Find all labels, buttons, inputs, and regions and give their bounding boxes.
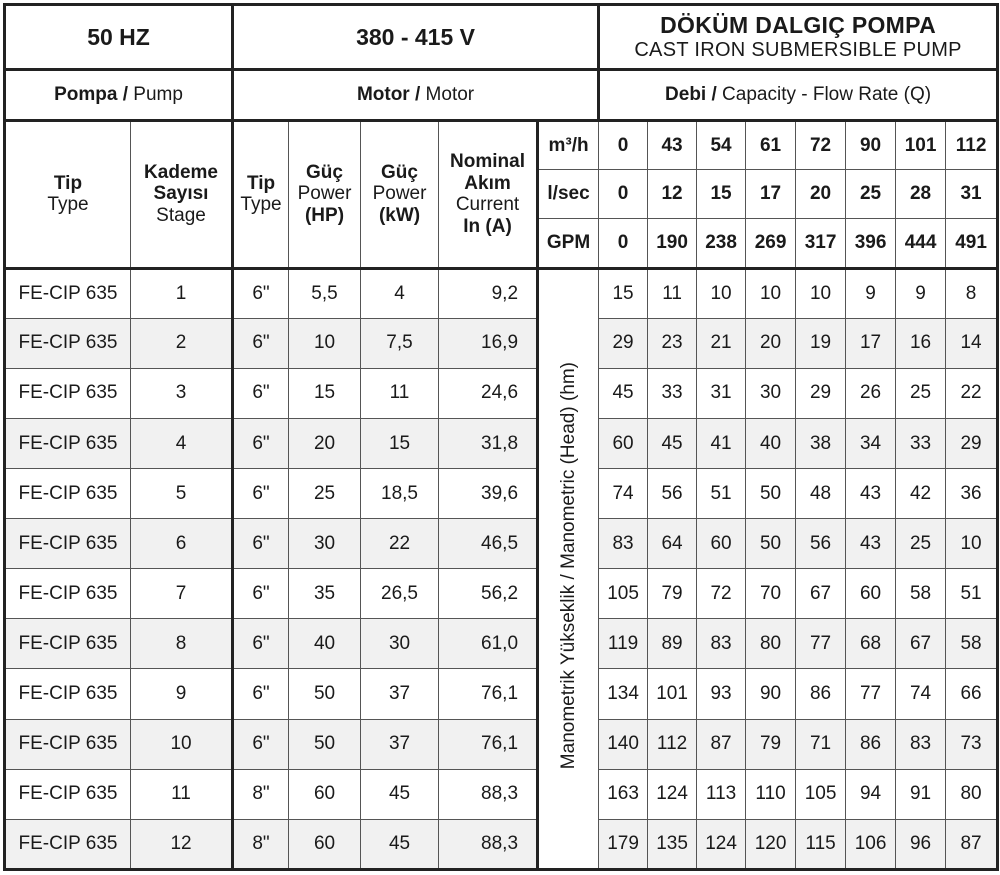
model-cell: FE-CIP 635 [5, 318, 131, 368]
flow-lsec-value: 31 [946, 170, 998, 219]
product-title-cell [599, 5, 998, 70]
hp-cell: 60 [289, 819, 361, 869]
frequency-label: 50 HZ [87, 23, 150, 50]
head-value-cell: 74 [896, 669, 946, 719]
head-value-cell: 93 [697, 669, 746, 719]
head-value-cell: 41 [697, 418, 746, 468]
head-value-cell: 17 [846, 318, 896, 368]
stage-cell: 7 [131, 569, 233, 619]
type-cell: 6" [233, 619, 289, 669]
kw-cell: 7,5 [361, 318, 439, 368]
stage-cell: 9 [131, 669, 233, 719]
hp-cell: 30 [289, 519, 361, 569]
col-type-tr: Tip [246, 172, 276, 194]
head-value-cell: 106 [846, 819, 896, 869]
hp-cell: 25 [289, 469, 361, 519]
product-title-en: CAST IRON SUBMERSIBLE PUMP [634, 38, 962, 61]
flow-label-gpm: GPM [538, 219, 599, 268]
flow-gpm-value: 396 [846, 219, 896, 268]
model-cell: FE-CIP 635 [5, 519, 131, 569]
head-value-cell: 71 [796, 719, 846, 769]
current-cell: 24,6 [439, 368, 538, 418]
head-value-cell: 56 [648, 469, 697, 519]
table-row [5, 318, 998, 368]
head-value-cell: 77 [796, 619, 846, 669]
head-value-cell: 83 [896, 719, 946, 769]
table-row [5, 769, 998, 819]
head-value-cell: 110 [746, 769, 796, 819]
head-value-cell: 50 [746, 519, 796, 569]
voltage-cell [233, 5, 599, 70]
col-kw-en: Power [372, 183, 427, 205]
col-header-kw [361, 121, 439, 268]
head-value-cell: 66 [946, 669, 998, 719]
head-value-cell: 38 [796, 418, 846, 468]
type-cell: 6" [233, 669, 289, 719]
hp-cell: 35 [289, 569, 361, 619]
head-value-cell: 15 [599, 268, 648, 318]
model-cell: FE-CIP 635 [5, 669, 131, 719]
col-type-en: Type [240, 194, 282, 216]
head-value-cell: 140 [599, 719, 648, 769]
head-value-cell: 8 [946, 268, 998, 318]
head-value-cell: 96 [896, 819, 946, 869]
col-hp-tr: Güç [306, 161, 343, 183]
kw-cell: 22 [361, 519, 439, 569]
pump-section-bold: Pompa / [54, 84, 128, 106]
head-value-cell: 58 [896, 569, 946, 619]
head-value-cell: 70 [746, 569, 796, 619]
head-value-cell: 11 [648, 268, 697, 318]
head-axis-label-cell [538, 268, 599, 869]
model-cell: FE-CIP 635 [5, 819, 131, 869]
head-value-cell: 83 [599, 519, 648, 569]
table-row [5, 819, 998, 869]
current-cell: 76,1 [439, 719, 538, 769]
flow-gpm-value: 269 [746, 219, 796, 268]
stage-cell: 6 [131, 519, 233, 569]
flow-gpm-value: 0 [599, 219, 648, 268]
pump-section-header [5, 70, 233, 121]
model-cell: FE-CIP 635 [5, 418, 131, 468]
head-value-cell: 33 [648, 368, 697, 418]
motor-section-bold: Motor / [356, 84, 421, 106]
kw-cell: 15 [361, 418, 439, 468]
head-value-cell: 51 [697, 469, 746, 519]
current-cell: 76,1 [439, 669, 538, 719]
type-cell: 8" [233, 819, 289, 869]
model-cell: FE-CIP 635 [5, 469, 131, 519]
head-value-cell: 45 [648, 418, 697, 468]
kw-cell: 18,5 [361, 469, 439, 519]
head-value-cell: 64 [648, 519, 697, 569]
stage-cell: 2 [131, 318, 233, 368]
model-cell: FE-CIP 635 [5, 719, 131, 769]
head-value-cell: 80 [946, 769, 998, 819]
pump-section-normal: Pump [128, 84, 183, 106]
flow-lsec-value: 15 [697, 170, 746, 219]
head-value-cell: 94 [846, 769, 896, 819]
head-value-cell: 51 [946, 569, 998, 619]
table-row [5, 569, 998, 619]
hp-cell: 20 [289, 418, 361, 468]
head-value-cell: 9 [846, 268, 896, 318]
table-row [5, 469, 998, 519]
col-header-stage [131, 121, 233, 268]
kw-cell: 26,5 [361, 569, 439, 619]
flow-m3h-value: 61 [746, 121, 796, 170]
head-value-cell: 25 [896, 519, 946, 569]
current-cell: 88,3 [439, 769, 538, 819]
head-value-cell: 179 [599, 819, 648, 869]
head-value-cell: 68 [846, 619, 896, 669]
head-value-cell: 67 [796, 569, 846, 619]
head-value-cell: 22 [946, 368, 998, 418]
stage-cell: 10 [131, 719, 233, 769]
flow-lsec-value: 12 [648, 170, 697, 219]
table-row [5, 719, 998, 769]
flow-lsec-value: 0 [599, 170, 648, 219]
col-header-model [5, 121, 131, 268]
col-header-current [439, 121, 538, 268]
type-cell: 6" [233, 519, 289, 569]
kw-cell: 37 [361, 669, 439, 719]
head-value-cell: 89 [648, 619, 697, 669]
col-header-hp [289, 121, 361, 268]
flow-lsec-value: 28 [896, 170, 946, 219]
head-value-cell: 29 [796, 368, 846, 418]
head-value-cell: 30 [746, 368, 796, 418]
head-value-cell: 79 [746, 719, 796, 769]
head-value-cell: 163 [599, 769, 648, 819]
col-header-type [233, 121, 289, 268]
col-model-tr: Tip [53, 172, 83, 194]
type-cell: 6" [233, 418, 289, 468]
table-row [5, 418, 998, 468]
stage-cell: 5 [131, 469, 233, 519]
hp-cell: 5,5 [289, 268, 361, 318]
head-value-cell: 120 [746, 819, 796, 869]
hp-cell: 60 [289, 769, 361, 819]
type-cell: 6" [233, 569, 289, 619]
current-cell: 39,6 [439, 469, 538, 519]
head-value-cell: 14 [946, 318, 998, 368]
hp-cell: 50 [289, 719, 361, 769]
kw-cell: 11 [361, 368, 439, 418]
current-cell: 61,0 [439, 619, 538, 669]
model-cell: FE-CIP 635 [5, 569, 131, 619]
col-current-tr1: Nominal [450, 150, 525, 172]
flow-gpm-value: 238 [697, 219, 746, 268]
stage-cell: 12 [131, 819, 233, 869]
kw-cell: 45 [361, 769, 439, 819]
flow-m3h-value: 90 [846, 121, 896, 170]
head-value-cell: 90 [746, 669, 796, 719]
flow-m3h-value: 101 [896, 121, 946, 170]
head-value-cell: 10 [746, 268, 796, 318]
hp-cell: 10 [289, 318, 361, 368]
stage-cell: 4 [131, 418, 233, 468]
type-cell: 6" [233, 469, 289, 519]
model-cell: FE-CIP 635 [5, 268, 131, 318]
head-value-cell: 25 [896, 368, 946, 418]
head-value-cell: 67 [896, 619, 946, 669]
type-cell: 6" [233, 368, 289, 418]
head-value-cell: 36 [946, 469, 998, 519]
head-value-cell: 112 [648, 719, 697, 769]
flow-gpm-value: 491 [946, 219, 998, 268]
head-value-cell: 60 [697, 519, 746, 569]
flow-m3h-value: 0 [599, 121, 648, 170]
flow-label-lsec: l/sec [538, 170, 599, 219]
col-stage-en: Stage [156, 205, 206, 227]
col-stage-tr2: Sayısı [153, 183, 209, 205]
head-value-cell: 83 [697, 619, 746, 669]
head-value-cell: 134 [599, 669, 648, 719]
head-value-cell: 34 [846, 418, 896, 468]
flow-lsec-value: 20 [796, 170, 846, 219]
motor-section-normal: Motor [420, 84, 475, 106]
head-value-cell: 86 [846, 719, 896, 769]
table-row [5, 669, 998, 719]
hp-cell: 15 [289, 368, 361, 418]
kw-cell: 37 [361, 719, 439, 769]
table-row [5, 368, 998, 418]
hp-cell: 40 [289, 619, 361, 669]
capacity-section-header [599, 70, 998, 121]
head-value-cell: 87 [697, 719, 746, 769]
model-cell: FE-CIP 635 [5, 619, 131, 669]
head-value-cell: 21 [697, 318, 746, 368]
head-value-cell: 60 [599, 418, 648, 468]
current-cell: 46,5 [439, 519, 538, 569]
head-axis-label: Manometrik Yükseklik / Manometric (Head) (hm) [557, 362, 579, 770]
col-kw-tr: Güç [381, 161, 418, 183]
head-value-cell: 86 [796, 669, 846, 719]
hp-cell: 50 [289, 669, 361, 719]
head-value-cell: 20 [746, 318, 796, 368]
head-value-cell: 9 [896, 268, 946, 318]
head-value-cell: 74 [599, 469, 648, 519]
type-cell: 6" [233, 268, 289, 318]
flow-gpm-value: 444 [896, 219, 946, 268]
type-cell: 6" [233, 719, 289, 769]
head-value-cell: 60 [846, 569, 896, 619]
head-value-cell: 10 [946, 519, 998, 569]
model-cell: FE-CIP 635 [5, 769, 131, 819]
col-current-unit: In (A) [463, 216, 512, 238]
head-value-cell: 43 [846, 519, 896, 569]
capacity-section-bold: Debi / [665, 84, 717, 106]
head-value-cell: 80 [746, 619, 796, 669]
head-value-cell: 48 [796, 469, 846, 519]
head-value-cell: 23 [648, 318, 697, 368]
col-kw-unit: (kW) [378, 205, 421, 227]
head-value-cell: 29 [946, 418, 998, 468]
head-value-cell: 73 [946, 719, 998, 769]
stage-cell: 1 [131, 268, 233, 318]
head-value-cell: 113 [697, 769, 746, 819]
head-value-cell: 58 [946, 619, 998, 669]
flow-gpm-value: 190 [648, 219, 697, 268]
flow-m3h-value: 72 [796, 121, 846, 170]
product-title-tr: DÖKÜM DALGIÇ POMPA [660, 12, 936, 39]
head-value-cell: 42 [896, 469, 946, 519]
flow-lsec-value: 25 [846, 170, 896, 219]
stage-cell: 8 [131, 619, 233, 669]
head-value-cell: 135 [648, 819, 697, 869]
head-value-cell: 40 [746, 418, 796, 468]
current-cell: 31,8 [439, 418, 538, 468]
pump-spec-table [3, 3, 999, 871]
head-value-cell: 45 [599, 368, 648, 418]
motor-section-header [233, 70, 599, 121]
frequency-cell [5, 5, 233, 70]
model-cell: FE-CIP 635 [5, 368, 131, 418]
head-value-cell: 50 [746, 469, 796, 519]
table-row [5, 619, 998, 669]
head-value-cell: 16 [896, 318, 946, 368]
head-value-cell: 10 [697, 268, 746, 318]
current-cell: 9,2 [439, 268, 538, 318]
head-value-cell: 72 [697, 569, 746, 619]
head-value-cell: 19 [796, 318, 846, 368]
col-hp-unit: (HP) [304, 205, 345, 227]
head-value-cell: 101 [648, 669, 697, 719]
head-value-cell: 119 [599, 619, 648, 669]
voltage-label: 380 - 415 V [356, 23, 475, 50]
head-value-cell: 10 [796, 268, 846, 318]
kw-cell: 45 [361, 819, 439, 869]
col-model-en: Type [47, 194, 89, 216]
table-row [5, 519, 998, 569]
head-value-cell: 43 [846, 469, 896, 519]
head-value-cell: 29 [599, 318, 648, 368]
current-cell: 88,3 [439, 819, 538, 869]
head-value-cell: 105 [599, 569, 648, 619]
kw-cell: 4 [361, 268, 439, 318]
col-current-en: Current [455, 194, 520, 216]
col-stage-tr1: Kademe [144, 161, 218, 183]
flow-m3h-value: 112 [946, 121, 998, 170]
col-current-tr2: Akım [464, 172, 511, 194]
head-value-cell: 124 [648, 769, 697, 819]
head-value-cell: 105 [796, 769, 846, 819]
head-value-cell: 77 [846, 669, 896, 719]
head-value-cell: 31 [697, 368, 746, 418]
head-value-cell: 91 [896, 769, 946, 819]
type-cell: 8" [233, 769, 289, 819]
head-value-cell: 33 [896, 418, 946, 468]
head-value-cell: 87 [946, 819, 998, 869]
flow-m3h-value: 54 [697, 121, 746, 170]
stage-cell: 11 [131, 769, 233, 819]
flow-label-m3h: m³/h [538, 121, 599, 170]
col-hp-en: Power [297, 183, 352, 205]
head-value-cell: 124 [697, 819, 746, 869]
current-cell: 16,9 [439, 318, 538, 368]
head-value-cell: 26 [846, 368, 896, 418]
capacity-section-normal: Capacity - Flow Rate (Q) [716, 84, 932, 106]
head-value-cell: 79 [648, 569, 697, 619]
stage-cell: 3 [131, 368, 233, 418]
current-cell: 56,2 [439, 569, 538, 619]
type-cell: 6" [233, 318, 289, 368]
flow-lsec-value: 17 [746, 170, 796, 219]
kw-cell: 30 [361, 619, 439, 669]
table-row [5, 268, 998, 318]
flow-gpm-value: 317 [796, 219, 846, 268]
head-value-cell: 115 [796, 819, 846, 869]
head-value-cell: 56 [796, 519, 846, 569]
flow-m3h-value: 43 [648, 121, 697, 170]
